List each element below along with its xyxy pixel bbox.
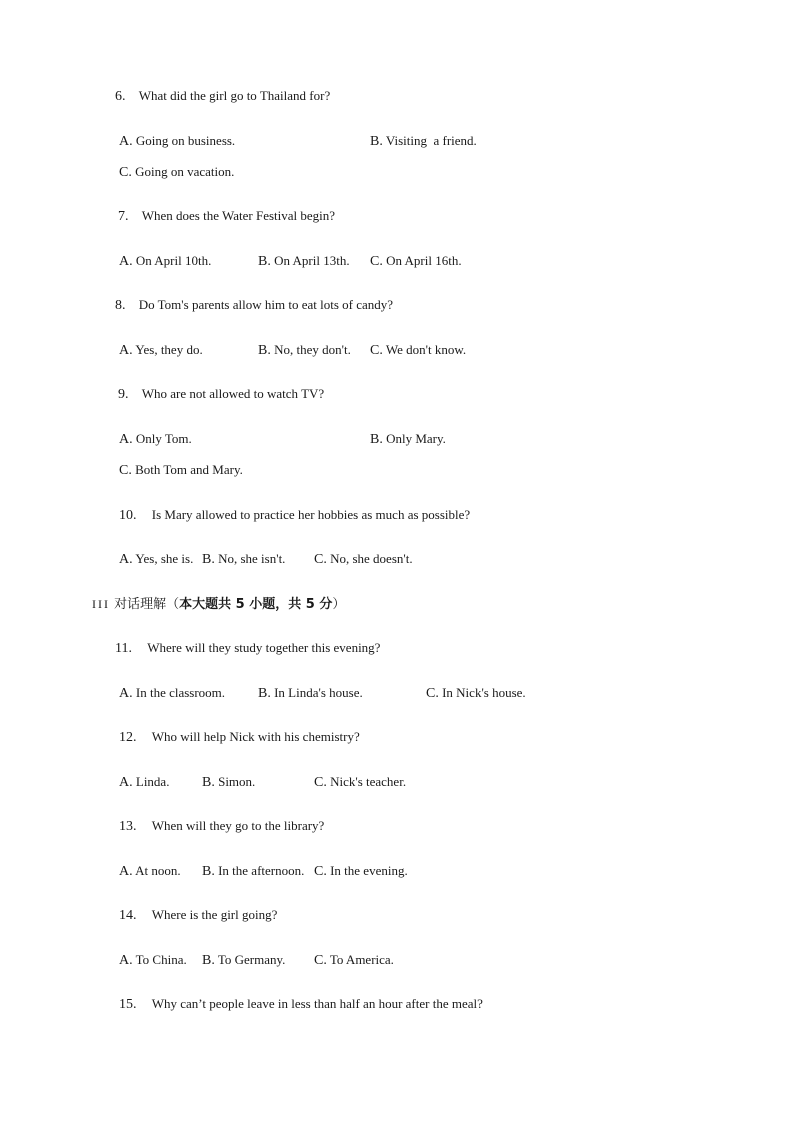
question-text: Who are not allowed to watch TV? [141, 386, 325, 401]
option-letter: B. [202, 552, 215, 567]
section-detail: 本大题共 5 小题，共 5 分 [179, 597, 333, 612]
option-letter: C. [314, 552, 327, 567]
option-c [426, 685, 526, 702]
option-letter: A. [119, 432, 133, 447]
option-c [314, 774, 406, 791]
option-letter: A. [119, 134, 133, 149]
question-number: 8. [115, 298, 126, 313]
question-number: 10. [119, 508, 137, 523]
option-a [119, 952, 187, 969]
option-a [119, 431, 192, 448]
option-letter: B. [370, 432, 383, 447]
option-letter: B. [258, 686, 271, 701]
option-text: To America. [329, 952, 394, 967]
option-letter: C. [426, 686, 439, 701]
option-text: No, she doesn't. [330, 551, 413, 566]
option-text: In the afternoon. [218, 863, 305, 878]
option-b [370, 431, 446, 448]
option-letter: C. [370, 254, 383, 269]
question-10 [119, 507, 470, 524]
option-letter: A. [119, 864, 133, 879]
option-text: In Nick's house. [442, 685, 526, 700]
option-text: Yes, they do. [135, 342, 203, 357]
option-a [119, 685, 225, 702]
option-text: Visiting a friend. [385, 133, 477, 148]
question-number: 11. [115, 641, 132, 656]
question-text: Why can’t people leave in less than half an hour after the meal? [151, 996, 483, 1011]
option-text: Linda. [135, 774, 170, 789]
option-text: We don't know. [385, 342, 467, 357]
option-letter: A. [119, 254, 133, 269]
question-6 [115, 88, 330, 105]
option-text: On April 16th. [386, 253, 462, 268]
option-text: Going on vacation. [135, 164, 235, 179]
option-text: To Germany. [217, 952, 286, 967]
section-roman-numeral: III [92, 597, 110, 611]
option-text: To China. [135, 952, 187, 967]
option-text: No, they don't. [274, 342, 351, 357]
option-letter: A. [119, 686, 133, 701]
question-number: 15. [119, 997, 137, 1012]
option-c [314, 952, 394, 969]
option-a [119, 551, 193, 568]
option-text: Only Mary. [386, 431, 446, 446]
option-letter: A. [119, 343, 133, 358]
option-text: At noon. [135, 863, 181, 878]
question-number: 6. [115, 89, 126, 104]
option-b [202, 952, 285, 969]
option-text: On April 10th. [135, 253, 212, 268]
option-a [119, 774, 169, 791]
question-text: Where is the girl going? [151, 907, 278, 922]
option-a [119, 342, 203, 359]
section-close: ） [332, 597, 346, 612]
option-b [202, 863, 304, 880]
option-text: Only Tom. [135, 431, 192, 446]
section-title: 对话理解（ [114, 597, 180, 612]
option-c [314, 863, 408, 880]
option-c [314, 551, 413, 568]
option-b [258, 253, 350, 270]
question-number: 7. [118, 209, 129, 224]
option-letter: C. [314, 775, 327, 790]
option-b [202, 551, 285, 568]
question-number: 14. [119, 908, 137, 923]
option-letter: A. [119, 552, 133, 567]
option-text: Going on business. [135, 133, 236, 148]
option-text: In the evening. [330, 863, 408, 878]
question-15 [119, 996, 483, 1013]
option-letter: B. [202, 775, 215, 790]
option-letter: B. [258, 343, 271, 358]
option-c [370, 253, 462, 270]
option-b [370, 133, 477, 150]
option-letter: C. [119, 463, 132, 478]
option-letter: C. [370, 343, 383, 358]
question-8 [115, 297, 393, 314]
question-text: When will they go to the library? [151, 818, 325, 833]
option-text: In Linda's house. [274, 685, 363, 700]
question-13 [119, 818, 324, 835]
option-letter: B. [258, 254, 271, 269]
option-b [258, 685, 363, 702]
option-text: Yes, she is. [135, 551, 194, 566]
option-c [119, 164, 234, 181]
option-text: Nick's teacher. [330, 774, 407, 789]
option-c [370, 342, 466, 359]
option-a [119, 253, 211, 270]
option-letter: C. [119, 165, 132, 180]
question-9 [118, 386, 324, 403]
option-c [119, 462, 243, 479]
option-letter: B. [202, 864, 215, 879]
question-number: 12. [119, 730, 137, 745]
question-11 [115, 640, 380, 657]
option-text: Simon. [218, 774, 256, 789]
question-7 [118, 208, 335, 225]
option-a [119, 133, 235, 150]
option-letter: A. [119, 775, 133, 790]
option-letter: B. [202, 953, 215, 968]
question-text: Do Tom's parents allow him to eat lots of candy? [138, 297, 394, 312]
option-text: No, she isn't. [218, 551, 286, 566]
option-letter: A. [119, 953, 133, 968]
option-b [258, 342, 351, 359]
question-text: Where will they study together this evening? [147, 640, 381, 655]
option-b [202, 774, 255, 791]
question-number: 9. [118, 387, 129, 402]
option-letter: B. [370, 134, 383, 149]
section-heading [92, 596, 345, 613]
question-text: What did the girl go to Thailand for? [138, 88, 331, 103]
option-letter: C. [314, 864, 327, 879]
question-text: Who will help Nick with his chemistry? [151, 729, 360, 744]
option-text: Both Tom and Mary. [135, 462, 243, 477]
option-a [119, 863, 181, 880]
question-text: Is Mary allowed to practice her hobbies as much as possible? [151, 507, 471, 522]
question-number: 13. [119, 819, 137, 834]
option-letter: C. [314, 953, 327, 968]
option-text: On April 13th. [274, 253, 350, 268]
question-12 [119, 729, 360, 746]
question-text: When does the Water Festival begin? [141, 208, 336, 223]
question-14 [119, 907, 277, 924]
option-text: In the classroom. [135, 685, 226, 700]
